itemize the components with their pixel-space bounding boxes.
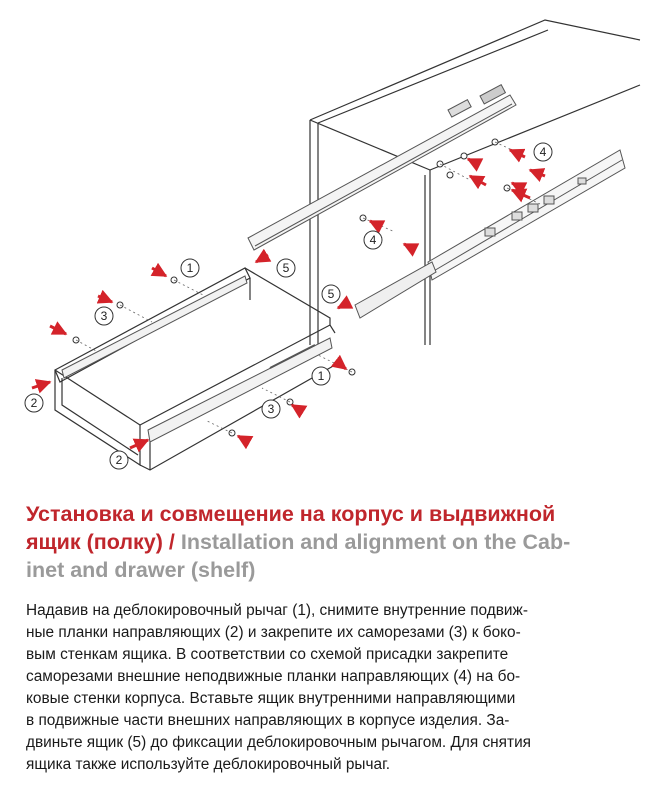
svg-text:1: 1	[186, 261, 194, 275]
instructions-line: Надавив на деблокировочный рычаг (1), снимите внутренние подвиж-	[26, 602, 528, 619]
svg-text:4: 4	[369, 233, 377, 247]
heading-ru-part-1: Установка и совмещение на корпус и выдвижной	[26, 502, 556, 526]
heading-line-1	[26, 500, 626, 528]
callout-1b	[312, 367, 330, 385]
callout-2a	[25, 394, 43, 412]
callout-3a	[95, 307, 113, 325]
heading-ru-part-2: ящик (полку)	[26, 530, 163, 554]
moving-rail-right	[355, 262, 436, 318]
callout-4a	[364, 231, 382, 249]
svg-text:2: 2	[30, 396, 38, 410]
heading-en-part-2: inet and drawer (shelf)	[26, 558, 256, 582]
svg-text:5: 5	[282, 261, 290, 275]
inner-rail-left	[62, 276, 247, 378]
heading-line-3	[26, 556, 626, 584]
instructions-line: ковые стенки корпуса. Вставьте ящик внутренними направляющими	[26, 690, 516, 707]
heading-separator: /	[162, 530, 181, 554]
outer-rail-left	[248, 85, 516, 250]
svg-text:4: 4	[539, 145, 547, 159]
instructions-line: двиньте ящик (5) до фиксации деблокировочным рычагом. Для снятия	[26, 734, 531, 751]
drawer	[55, 268, 335, 470]
instructions-line: саморезами внешние неподвижные планки направляющих (4) на бо-	[26, 668, 521, 685]
callout-5a	[277, 259, 295, 277]
svg-text:3: 3	[100, 309, 108, 323]
alignment-lines	[76, 142, 540, 433]
svg-text:1: 1	[317, 369, 325, 383]
section-heading	[26, 500, 626, 584]
callout-4b	[534, 143, 552, 161]
callout-3b	[262, 400, 280, 418]
svg-text:5: 5	[327, 287, 335, 301]
instructions-line: в подвижные части внешних направляющих в корпусе изделия. За-	[26, 712, 510, 729]
outer-rail-right	[428, 150, 625, 280]
screws	[73, 139, 510, 436]
svg-text:3: 3	[267, 402, 275, 416]
instructions-line: вым стенкам ящика. В соответствии со схемой присадки закрепите	[26, 646, 509, 663]
callout-2b	[110, 451, 128, 469]
inner-rail-right	[148, 338, 332, 442]
svg-text:2: 2	[115, 453, 123, 467]
callout-5b	[322, 285, 340, 303]
heading-en-part-1: Installation and alignment on the Cab-	[180, 530, 571, 554]
callout-1a	[181, 259, 199, 277]
instructions-line: ящика также используйте деблокировочный рычаг.	[26, 756, 391, 773]
instructions-line: ные планки направляющих (2) и закрепите их саморезами (3) к боко-	[26, 624, 521, 641]
heading-line-2	[26, 528, 626, 556]
instructions-paragraph	[26, 600, 628, 776]
